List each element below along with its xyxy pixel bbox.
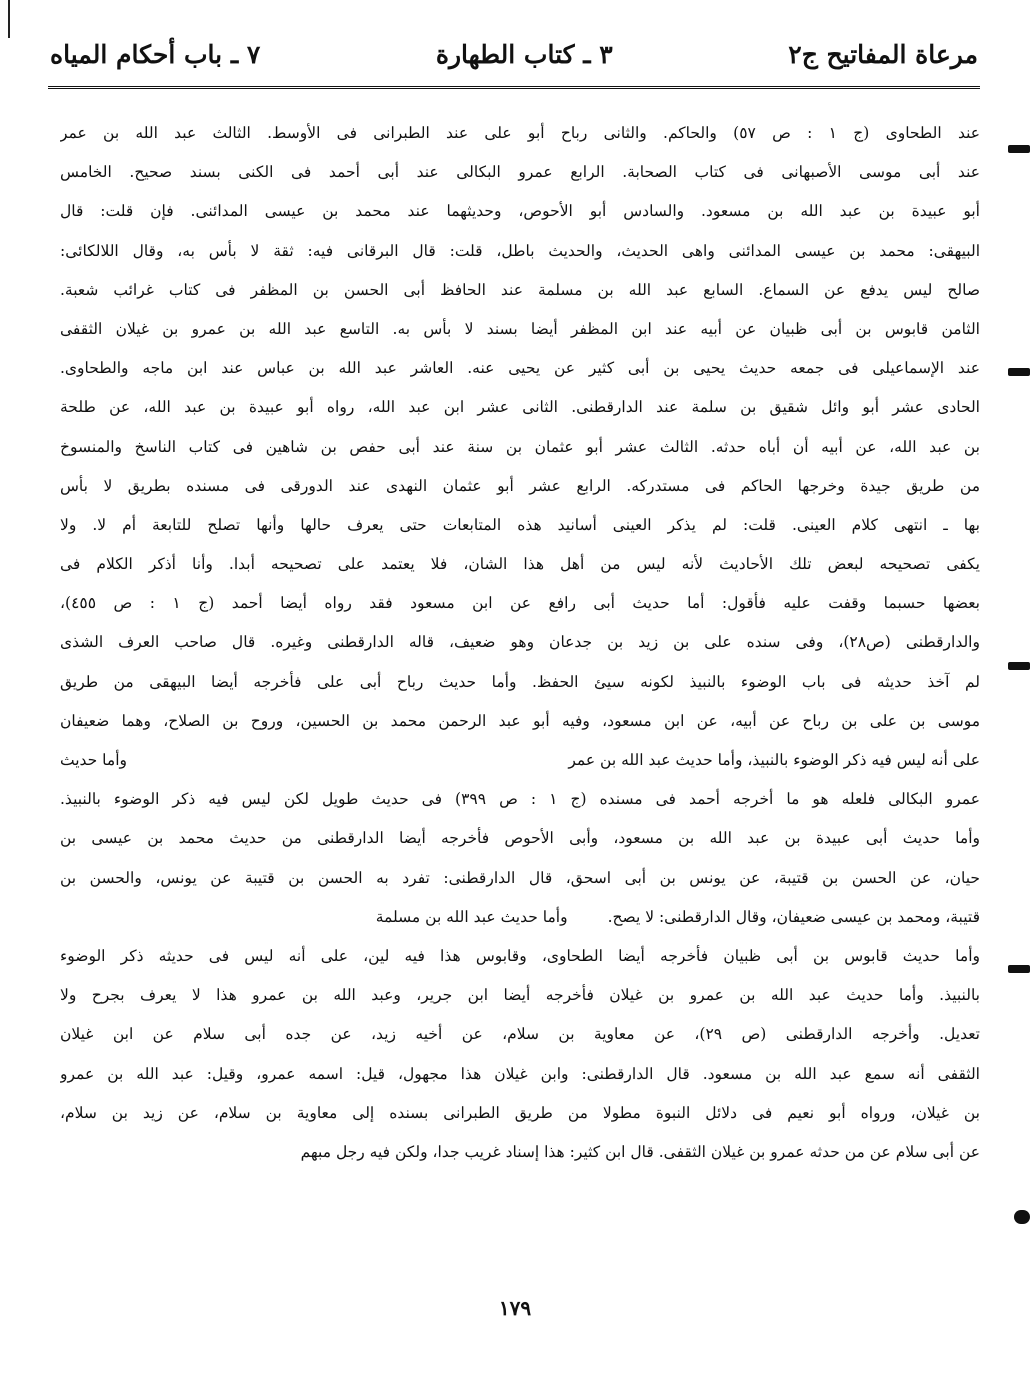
text-line: بن غيلان، ورواه أبو نعيم فى دلائل النبوة مطولا من طريق الطبرانى بسنده إلى معاوية بن سلام، عن زيد بن سلام، — [60, 1103, 980, 1122]
text-segment: وأما حديث — [60, 751, 127, 769]
text-segment: على أنه ليس فيه ذكر الوضوء بالنبيذ، وأما حديث عبد الله بن عمر — [568, 751, 980, 769]
text-line: وأما حديث أبى عبيدة بن عبد الله بن مسعود، وأبى الأحوص فأخرجه أيضا الدارقطنى من حديث محمد بن عيسى بن — [60, 829, 980, 848]
text-line: لم آخذ حديثه فى باب الوضوء بالنبيذ لكونه سيئ الحفظ. وأما حديث رباح أبى على فأخرجه أيضا البيهقى من طريق — [60, 672, 980, 691]
text-line: الثقفى أنه سمع عبد الله بن مسعود. قال الدارقطنى: وابن غيلان هذا مجهول، قيل: اسمه عمرو، وقيل: عبد الله بن عمرو — [60, 1064, 980, 1083]
margin-mark — [1008, 965, 1030, 973]
header-book-title: مرعاة المفاتيح ج٢ — [788, 39, 978, 69]
header-book-section: ٣ ـ كتاب الطهارة — [435, 39, 613, 69]
text-line: تعديل. وأخرجه الدارقطنى (ص ٢٩)، عن معاوية بن سلام، عن أخيه زيد، عن جده أبى سلام عن ابن غيلان — [60, 1025, 980, 1044]
header-rule — [48, 86, 980, 89]
text-line: بها ـ انتهى كلام العينى. قلت: لم يذكر العينى أسانيد هذه المتابعات حتى يعرف حالها وأنها تصلح للتابعة أم لا. ولا — [60, 515, 980, 534]
text-line: البيهقى: محمد بن عيسى المدائنى واهى الحديث، والحديث باطل، قلت: قال البرقانى فيه: ثقة لا بأس به، وقال اللالكائى: — [60, 241, 980, 260]
text-line: وأما حديث قابوس بن أبى ظبيان فأخرجه أيضا الطحاوى، وقابوس هذا فيه لين، على أنه ليس فى حديثه ذكر الوضوء — [60, 946, 980, 965]
text-line-split — [60, 898, 980, 937]
text-line: عند الطحاوى (ج ١ : ص ٥٧) والحاكم. والثانى رباح أبو على عند الطبرانى فى الأوسط. الثالث عبد الله بن عمر — [60, 124, 980, 142]
margin-mark — [1008, 368, 1030, 376]
body-text — [60, 114, 980, 1172]
text-line: عند الإسماعيلى فى جمعه حديث يحيى بن أبى كثير عن يحيى عنه. العاشر عبد الله بن عباس عند ابن ماجه والطحاوى. — [60, 359, 980, 378]
text-line: أبو عبيدة بن عبد الله بن مسعود. والسادس أبو الأحوص، وحديثهما عند محمد بن عيسى المدائنى. فإن قلت: قال — [60, 202, 980, 221]
page-number: ١٧٩ — [498, 1296, 532, 1320]
text-segment: قتيبة، ومحمد بن عيسى ضعيفان، وقال الدارقطنى: لا يصح. — [607, 907, 980, 926]
text-line: عند أبى موسى الأصبهانى فى كتاب الصحابة. الرابع عمرو البكالى عند أبى أحمد فى الكنى بسند صحيح. الخامس — [60, 163, 980, 182]
text-line: يكفى تصحيحه لبعض تلك الأحاديث لأنه ليس من أهل هذا الشان، فلا يعتمد على تصحيحه أبدا. وأنا أذكر الكلام فى — [60, 555, 980, 574]
text-line: الحادى عشر أبو وائل شقيق بن سلمة عند الدارقطنى. الثانى عشر ابن عبد الله، رواه أبو عبيدة بن عبد الله، عن طلحة — [60, 398, 980, 417]
text-line: عن أبى سلام عن من حدثه عمرو بن غيلان الثقفى. قال ابن كثير: هذا إسناد غريب جدا، ولكن فيه رجل مبهم — [300, 1142, 980, 1161]
text-line: صالح ليس يدفع عن السماع. السابع عبد الله بن مسلمة عند الحافظ أبى الحسن بن المظفر فى كتاب غرائب شعبة. — [60, 280, 980, 299]
scan-edge-line — [8, 0, 10, 38]
margin-mark — [1008, 145, 1030, 153]
header-chapter: ٧ ـ باب أحكام المياه — [50, 39, 261, 69]
margin-mark — [1014, 1210, 1030, 1224]
text-line-split — [60, 741, 980, 780]
text-line: والدارقطنى (ص٢٨)، وفى سنده على بن زيد بن جدعان وهو ضعيف، قاله الدارقطنى وغيره. قال صاحب العرف الشذى — [60, 633, 980, 652]
running-header — [50, 30, 978, 78]
text-line: موسى بن على بن رباح عن أبيه، عن ابن مسعود، وفيه أبو عبد الرحمن محمد بن الحسين، وروح بن الصلاح، وهما ضعيفان — [60, 711, 980, 730]
text-line: بعضها حسبما وقفت عليه فأقول: أما حديث أبى رافع عن ابن مسعود فقد رواه أيضا أحمد (ج ١ : ص ٤٥٥)، — [60, 594, 980, 613]
text-line: بن عبد الله، عن أبيه أن أباه حدثه. الثالث عشر أبو عثمان بن سنة عند أبى حفص بن شاهين فى كتاب الناسخ والمنسوخ — [60, 437, 980, 456]
text-segment: وأما حديث عبد الله بن مسلمة — [375, 907, 568, 926]
text-line: من طريق جيدة وخرجها الحاكم فى مستدركه. الرابع عشر أبو عثمان النهدى عند الدورقى فى مسنده بطريق لا بأس — [60, 476, 980, 495]
text-line: حيان، عن الحسن بن قتيبة، عن يونس بن أبى اسحق، قال الدارقطنى: تفرد به الحسن بن قتيبة عن يونس، والحسن بن — [60, 868, 980, 887]
margin-mark — [1008, 662, 1030, 670]
text-line: الثامن قابوس بن أبى ظبيان عن أبيه عند ابن المظفر أيضا بسند لا بأس به. التاسع عبد الله بن عمرو بن غيلان الثقفى — [60, 319, 980, 338]
text-line: عمرو البكالى فلعله هو ما أخرجه أحمد فى مسنده (ج ١ : ص ٣٩٩) فى حديث طويل لكن ليس فيه ذكر الوضوء بالنبيذ. — [60, 790, 980, 809]
text-line: بالنبيذ. وأما حديث عبد الله بن عمرو بن غيلان فأخرجه أيضا ابن جرير، وعبد الله بن عمرو هذا لا يعرف بجرح ولا — [60, 986, 980, 1005]
